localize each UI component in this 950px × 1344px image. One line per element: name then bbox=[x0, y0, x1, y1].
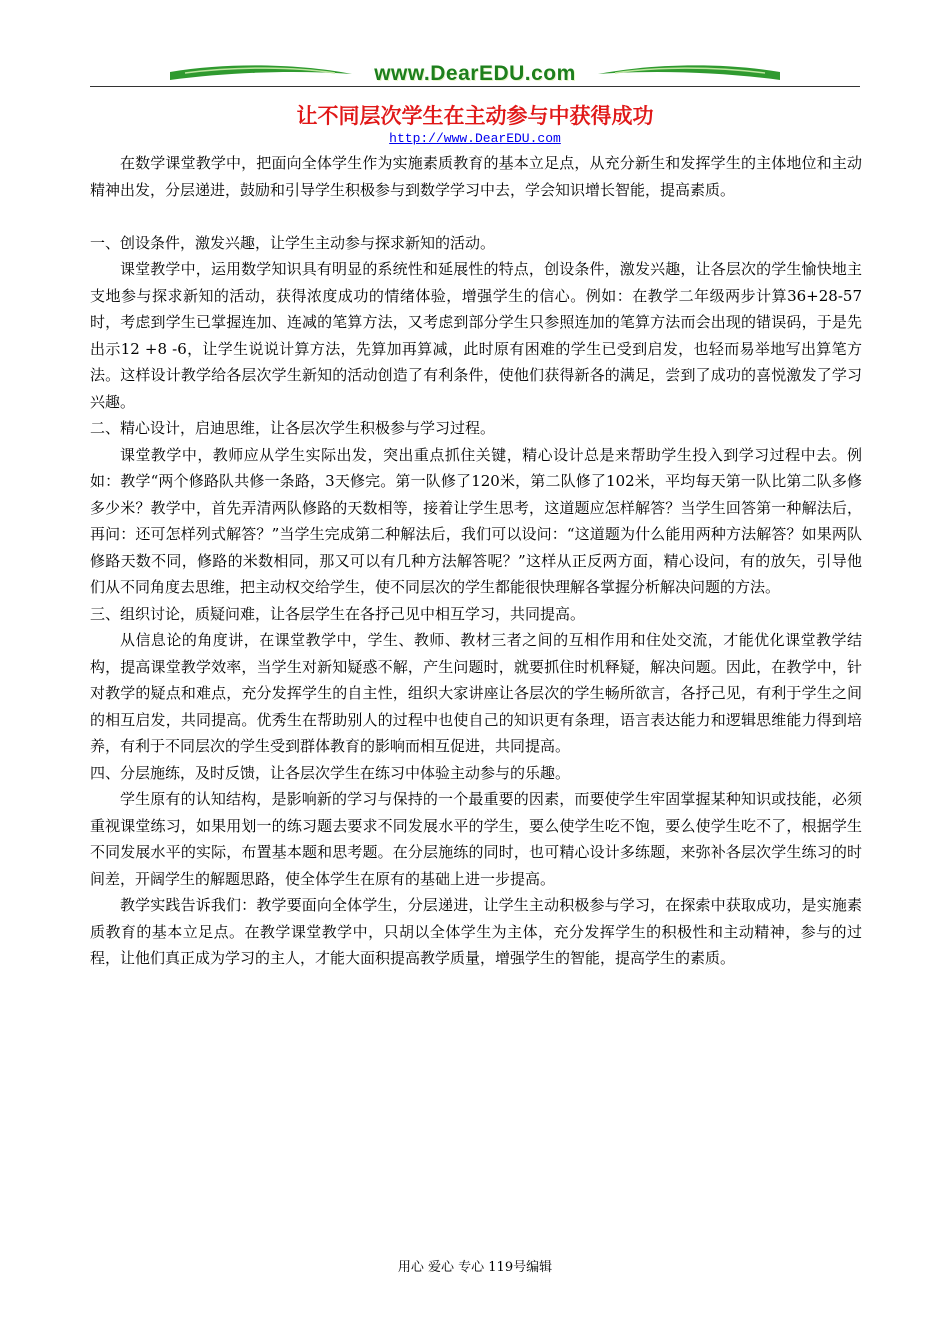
section-paragraph-2: 课堂教学中，教师应从学生实际出发，突出重点抓住关键，精心设计总是来帮助学生投入到学习过程中去。例如：教学“两个修路队共修一条路，3天修完。第一队修了120米，第二队修了102米，平均每天第一队比第二队多修多少米？教学中，首先弄清两队修路的天数相等，接着让学生思考，这道题应怎样解答？当学生回答第一种解法后，再问：还可怎样列式解答？”当学生完成第二种解法后，我们可以设问：“这道题为什么能用两种方法解答？如果两队修路天数不同，修路的米数相同，那又可以有几种方法解答呢？”这样从正反两方面，精心设问，有的放矢，引导他们从不同角度去思维，把主动权交给学生，使不同层次的学生都能很快理解各掌握分析解决问题的方法。 bbox=[90, 445, 862, 596]
section-heading-2: 二、精心设计，启迪思维，让各层次学生积极参与学习过程。 bbox=[90, 419, 496, 437]
section-paragraph-4: 学生原有的认知结构，是影响新的学习与保持的一个最重要的因素，而要使学生牢固掌握某种知识或技能，必须重视课堂练习，如果用划一的练习题去要求不同发展水平的学生，要么使学生吃不饱，要么使学生吃不了，根据学生不同发展水平的实际，布置基本题和思考题。在分层施练的同时，也可精心设计多练题，来弥补各层次学生练习的时间差，开阔学生的解题思路，使全体学生在原有的基础上进一步提高。 bbox=[90, 790, 862, 888]
source-url-link[interactable]: http://www.DearEDU.com bbox=[389, 131, 561, 146]
article-title: 让不同层次学生在主动参与中获得成功 bbox=[296, 104, 654, 128]
header-divider bbox=[90, 86, 860, 87]
article-body bbox=[90, 150, 862, 972]
intro-paragraph: 在数学课堂教学中，把面向全体学生作为实施素质教育的基本立足点，从充分新生和发挥学生的主体地位和主动精神出发，分层递进，鼓励和引导学生积极参与到数学学习中去，学会知识增长智能，提高素质。 bbox=[90, 154, 862, 199]
section-heading-4: 四、分层施练，及时反馈，让各层次学生在练习中体验主动参与的乐趣。 bbox=[90, 763, 571, 782]
site-logo-text: www.DearEDU.com bbox=[374, 62, 576, 85]
section-heading-3: 三、组织讨论，质疑问难，让各层学生在各抒己见中相互学习，共同提高。 bbox=[90, 604, 586, 623]
conclusion-paragraph: 教学实践告诉我们：教学要面向全体学生，分层递进，让学生主动积极参与学习，在探索中获取成功，是实施素质教育的基本立足点。在教学课堂教学中，只胡以全体学生为主体，充分发挥学生的积极性和主动精神，参与的过程，让他们真正成为学习的主人，才能大面积提高教学质量，增强学生的智能，提高学生的素质。 bbox=[90, 896, 862, 967]
section-paragraph-3: 从信息论的角度讲，在课堂教学中，学生、教师、教材三者之间的互相作用和住处交流，才能优化课堂教学结构，提高课堂教学效率，当学生对新知疑惑不解，产生问题时，就要抓住时机释疑，解决问题。因此，在教学中，针对教学的疑点和难点，充分发挥学生的自主性，组织大家讲座让各层次的学生畅所欲言，各抒己见，有利于学生之间的相互启发，共同提高。优秀生在帮助别人的过程中也使自己的知识更有条理，语言表达能力和逻辑思维能力得到培养，有利于不同层次的学生受到群体教育的影响而相互促进，共同提高。 bbox=[90, 631, 862, 755]
section-paragraph-1: 课堂教学中，运用数学知识具有明显的系统性和延展性的特点，创设条件，激发兴趣，让各层次的学生愉快地主支地参与探求新知的活动，获得浓度成功的情绪体验，增强学生的信心。例如：在教学二年级两步计算36+28-57时，考虑到学生已掌握连加、连减的笔算方法，又考虑到部分学生只参照连加的笔算方法而会出现的错误码，于是先出示12 +8 -6，让学生说说计算方法，先算加再算减，此时原有困难的学生已受到启发，也轻而易举地写出算笔方法。这样设计教学给各层次学生新知的活动创造了有利条件，使他们获得新各的满足，尝到了成功的喜悦激发了学习兴趣。 bbox=[90, 260, 862, 411]
section-heading-1: 一、创设条件，激发兴趣，让学生主动参与探求新知的活动。 bbox=[90, 233, 496, 252]
page-footer: 用心 爱心 专心 119号编辑 bbox=[397, 1260, 553, 1275]
